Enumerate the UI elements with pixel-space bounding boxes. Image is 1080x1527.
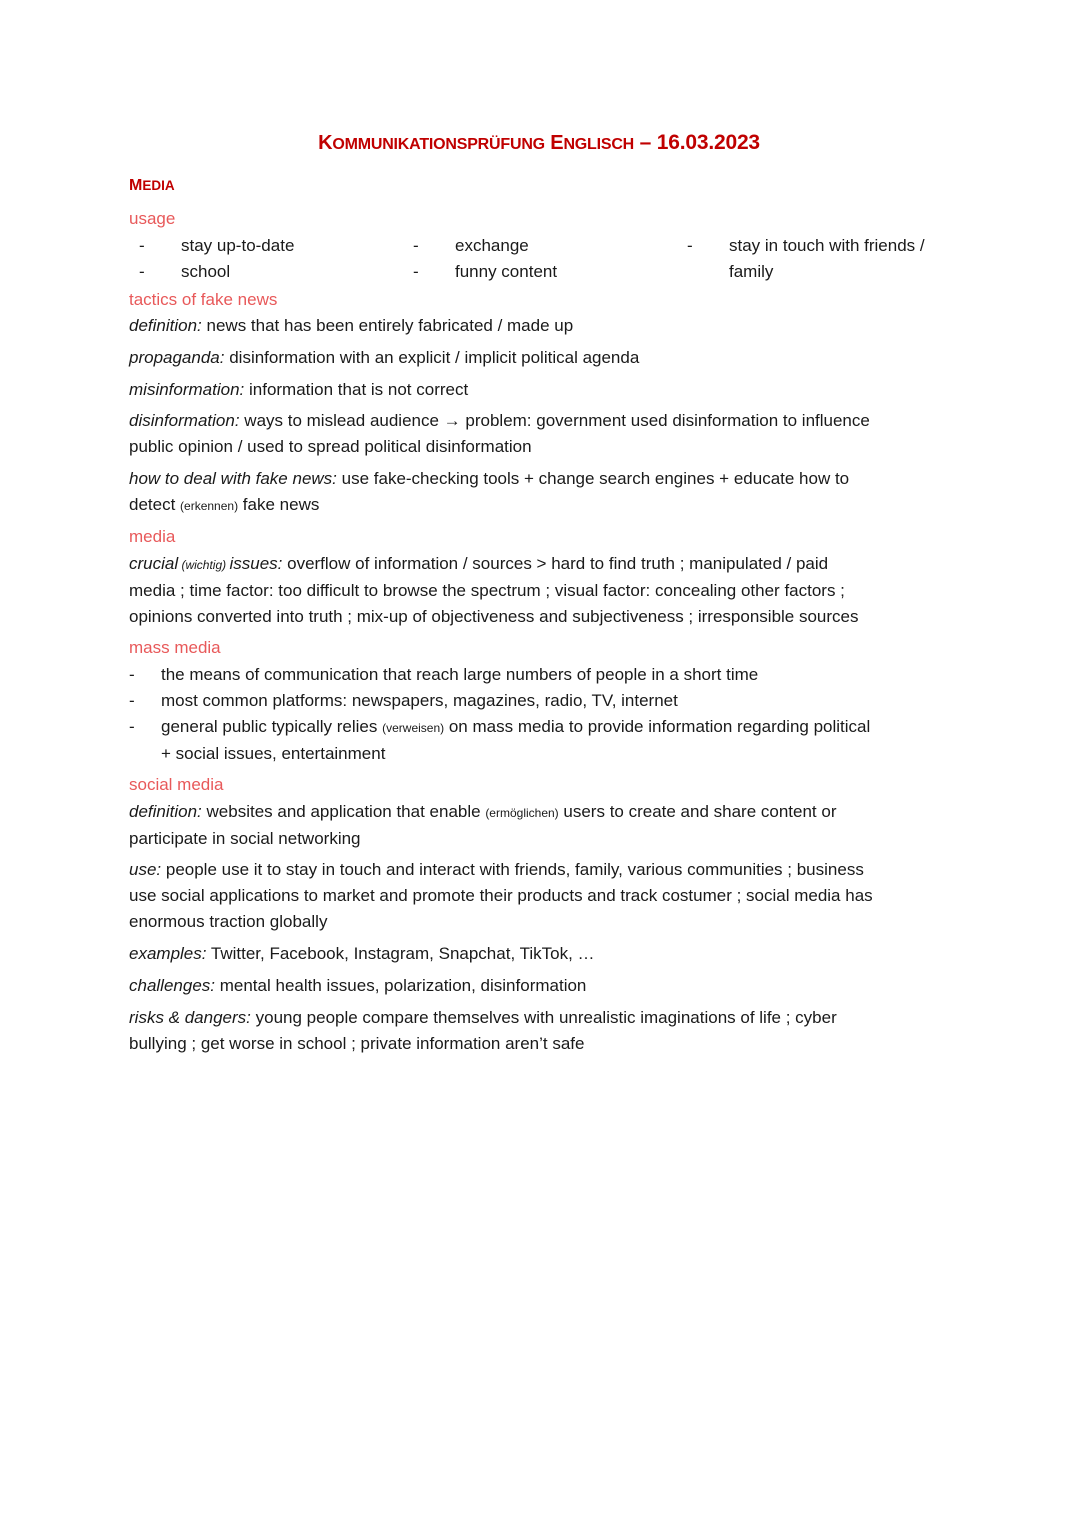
term-text: news that has been entirely fabricated / made up bbox=[201, 316, 574, 335]
term-text: information that is not correct bbox=[244, 380, 469, 399]
fake-news-how-to-deal bbox=[129, 466, 949, 519]
list-item bbox=[413, 259, 557, 285]
subheading-fake-news: tactics of fake news bbox=[129, 290, 278, 309]
usage-list-col1 bbox=[139, 233, 294, 285]
list-item-text: family bbox=[729, 262, 774, 281]
list-item bbox=[687, 233, 925, 259]
section-heading-media bbox=[129, 177, 175, 195]
bullet-dash: - bbox=[413, 262, 419, 281]
subheading-social-media: social media bbox=[129, 775, 224, 794]
term-text: disinformation with an explicit / implicit political agenda bbox=[224, 348, 640, 367]
media-crucial-issues bbox=[129, 551, 949, 630]
subheading-media: media bbox=[129, 527, 176, 546]
list-item-text: stay in touch with friends / bbox=[729, 236, 925, 255]
term-label: definition: bbox=[129, 802, 202, 821]
list-item-text: exchange bbox=[455, 236, 529, 255]
term-text: enormous traction globally bbox=[129, 912, 328, 931]
bullet-dash: - bbox=[129, 691, 135, 710]
term-label: misinformation: bbox=[129, 380, 245, 399]
term-text: detect bbox=[129, 495, 181, 514]
term-text: users to create and share content or bbox=[558, 802, 837, 821]
term-label: disinformation: bbox=[129, 411, 240, 430]
bullet-dash: - bbox=[129, 717, 135, 736]
title-text: NGLISCH bbox=[563, 136, 635, 153]
list-item-text-part: on mass media to provide information regarding political bbox=[444, 717, 871, 736]
section-heading-text: M bbox=[129, 177, 143, 194]
social-media-use bbox=[129, 857, 949, 935]
term-label: issues: bbox=[229, 554, 283, 573]
usage-list-col2 bbox=[413, 233, 557, 285]
term-text: mental health issues, polarization, disinformation bbox=[215, 976, 587, 995]
section-heading-text: EDIA bbox=[142, 178, 175, 193]
list-item-text-part: general public typically relies bbox=[161, 717, 383, 736]
social-media-definition bbox=[129, 799, 949, 852]
page-title bbox=[129, 131, 949, 155]
subheading-mass-media: mass media bbox=[129, 638, 221, 657]
fake-news-propaganda bbox=[129, 345, 949, 371]
title-text: OMMUNIKATIONSPRÜFUNG bbox=[332, 136, 545, 153]
title-text: E bbox=[550, 132, 564, 154]
term-text: websites and application that enable bbox=[201, 802, 486, 821]
bullet-dash: - bbox=[129, 665, 135, 684]
term-label: risks & dangers: bbox=[129, 1008, 251, 1027]
term-text: people use it to stay in touch and interact with friends, family, various communities ; business bbox=[161, 860, 864, 879]
term-text: use social applications to market and promote their products and track costumer ; social media has bbox=[129, 886, 873, 905]
term-text: overflow of information / sources > hard to find truth ; manipulated / paid bbox=[282, 554, 829, 573]
list-item-text-part: + social issues, entertainment bbox=[161, 744, 386, 763]
translation-note: (erkennen) bbox=[180, 499, 239, 513]
translation-note: (wichtig) bbox=[178, 558, 230, 572]
term-text: ways to mislead audience → problem: government used disinformation to influence bbox=[239, 411, 870, 430]
bullet-dash: - bbox=[139, 262, 145, 281]
term-label: challenges: bbox=[129, 976, 216, 995]
title-date: 16.03.2023 bbox=[656, 131, 760, 154]
social-media-risks bbox=[129, 1005, 949, 1057]
list-item bbox=[139, 233, 294, 259]
title-dash: – bbox=[634, 131, 657, 154]
fake-news-misinformation bbox=[129, 377, 949, 403]
usage-list-col3 bbox=[687, 233, 925, 285]
term-text: use fake-checking tools + change search engines + educate how to bbox=[336, 469, 850, 488]
term-text: Twitter, Facebook, Instagram, Snapchat, TikTok, … bbox=[206, 944, 595, 963]
list-item-text: the means of communication that reach large numbers of people in a short time bbox=[161, 665, 759, 684]
term-text: public opinion / used to spread political disinformation bbox=[129, 437, 532, 456]
list-item-text: most common platforms: newspapers, magazines, radio, TV, internet bbox=[161, 691, 678, 710]
list-item-text: stay up-to-date bbox=[181, 236, 295, 255]
translation-note: (ermöglichen) bbox=[485, 806, 559, 820]
list-item bbox=[687, 259, 925, 285]
social-media-examples bbox=[129, 941, 949, 967]
term-text: fake news bbox=[238, 495, 320, 514]
list-item bbox=[139, 259, 294, 285]
fake-news-definition bbox=[129, 313, 949, 339]
title-text: K bbox=[318, 132, 333, 154]
term-label: propaganda: bbox=[129, 348, 225, 367]
list-item-text bbox=[161, 714, 951, 767]
term-text: young people compare themselves with unrealistic imaginations of life ; cyber bbox=[250, 1008, 837, 1027]
subheading-usage: usage bbox=[129, 209, 176, 228]
term-label: use: bbox=[129, 860, 162, 879]
bullet-dash: - bbox=[687, 236, 693, 255]
term-text: participate in social networking bbox=[129, 829, 361, 848]
list-item-text: school bbox=[181, 262, 231, 281]
term-label: how to deal with fake news: bbox=[129, 469, 337, 488]
term-text: media ; time factor: too difficult to browse the spectrum ; visual factor: concealing other factors ; bbox=[129, 581, 845, 600]
bullet-dash: - bbox=[139, 236, 145, 255]
term-label: definition: bbox=[129, 316, 202, 335]
term-text: opinions converted into truth ; mix-up of objectiveness and subjectiveness ; irresponsible sources bbox=[129, 607, 859, 626]
social-media-challenges bbox=[129, 973, 949, 999]
fake-news-disinformation bbox=[129, 408, 949, 460]
translation-note: (verweisen) bbox=[382, 721, 445, 735]
term-text: bullying ; get worse in school ; private information aren’t safe bbox=[129, 1034, 585, 1053]
list-item bbox=[413, 233, 557, 259]
list-item-text: funny content bbox=[455, 262, 558, 281]
term-label: crucial bbox=[129, 554, 179, 573]
term-label: examples: bbox=[129, 944, 207, 963]
bullet-dash: - bbox=[413, 236, 419, 255]
